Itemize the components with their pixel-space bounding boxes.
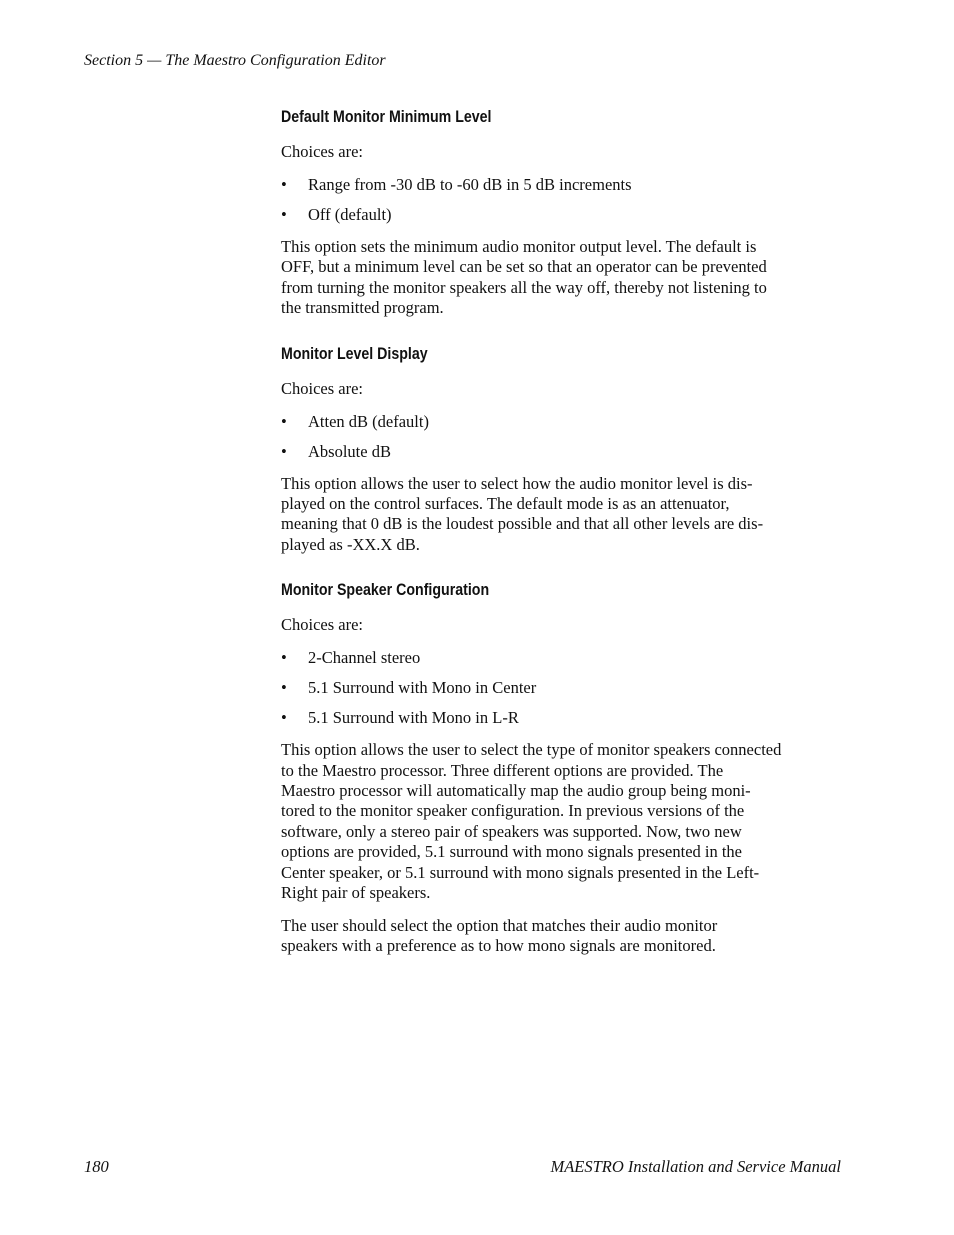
bullet-icon: • <box>281 648 287 668</box>
description-paragraph <box>281 237 841 319</box>
list-item <box>281 412 841 432</box>
section-default-monitor-minimum-level <box>281 107 841 319</box>
page-content <box>281 107 841 981</box>
section-heading: Monitor Speaker Configuration <box>281 581 490 600</box>
paragraph-line: played as -XX.X dB. <box>281 534 420 554</box>
paragraph-line: Right pair of speakers. <box>281 883 431 903</box>
bullet-icon: • <box>281 441 287 461</box>
paragraph-line: tored to the monitor speaker configuration. In previous versions of the <box>281 801 745 821</box>
paragraph-line: played on the control surfaces. The default mode is as an attenuator, <box>281 494 730 514</box>
page-number: 180 <box>84 1157 109 1176</box>
section-heading: Monitor Level Display <box>281 344 428 363</box>
paragraph-line: OFF, but a minimum level can be set so that an operator can be prevented <box>281 257 767 277</box>
bullet-icon: • <box>281 678 287 698</box>
list-item-text: Range from -30 dB to -60 dB in 5 dB increments <box>308 175 632 194</box>
paragraph-line: This option sets the minimum audio monitor output level. The default is <box>281 237 757 256</box>
paragraph-line: from turning the monitor speakers all the way off, thereby not listening to <box>281 277 767 297</box>
description-paragraph <box>281 740 841 903</box>
paragraph-line: This option allows the user to select how the audio monitor level is dis- <box>281 473 753 493</box>
list-item <box>281 708 841 728</box>
paragraph-line: The user should select the option that matches their audio monitor <box>281 915 718 935</box>
list-item-text: 2-Channel stereo <box>308 648 421 668</box>
list-item-text: Absolute dB <box>308 441 391 461</box>
list-item <box>281 442 841 462</box>
bullet-icon: • <box>281 708 287 728</box>
paragraph-line: to the Maestro processor. Three different options are provided. The <box>281 760 724 780</box>
running-header: Section 5 — The Maestro Configuration Editor <box>84 52 386 69</box>
list-item-text: Off (default) <box>308 205 392 224</box>
paragraph-line: meaning that 0 dB is the loudest possible and that all other levels are dis- <box>281 514 764 534</box>
bullet-icon: • <box>281 411 287 431</box>
list-item-text: 5.1 Surround with Mono in Center <box>308 678 537 698</box>
section-monitor-level-display <box>281 344 841 556</box>
manual-title: MAESTRO Installation and Service Manual <box>550 1157 841 1176</box>
section-monitor-speaker-configuration <box>281 580 841 956</box>
choices-list <box>281 412 841 462</box>
list-item <box>281 678 841 698</box>
description-paragraph <box>281 474 841 556</box>
section-heading: Default Monitor Minimum Level <box>281 108 492 126</box>
paragraph-line: Maestro processor will automatically map the audio group being moni- <box>281 781 751 801</box>
list-item-text: 5.1 Surround with Mono in L-R <box>308 708 519 728</box>
choices-intro: Choices are: <box>281 378 364 398</box>
paragraph-line: options are provided, 5.1 surround with mono signals presented in the <box>281 842 743 862</box>
choices-intro: Choices are: <box>281 142 364 161</box>
list-item <box>281 175 841 195</box>
bullet-icon: • <box>281 205 287 224</box>
choices-list <box>281 648 841 728</box>
list-item <box>281 648 841 668</box>
list-item <box>281 205 841 225</box>
choices-list <box>281 175 841 225</box>
paragraph-line: speakers with a preference as to how mono signals are monitored. <box>281 935 716 955</box>
bullet-icon: • <box>281 175 287 194</box>
paragraph-line: the transmitted program. <box>281 298 444 318</box>
description-paragraph <box>281 916 841 957</box>
list-item-text: Atten dB (default) <box>308 411 429 431</box>
paragraph-line: software, only a stereo pair of speakers was supported. Now, two new <box>281 821 742 841</box>
paragraph-line: Center speaker, or 5.1 surround with mono signals presented in the Left- <box>281 862 760 882</box>
paragraph-line: This option allows the user to select the type of monitor speakers connected <box>281 740 782 760</box>
choices-intro: Choices are: <box>281 615 364 635</box>
